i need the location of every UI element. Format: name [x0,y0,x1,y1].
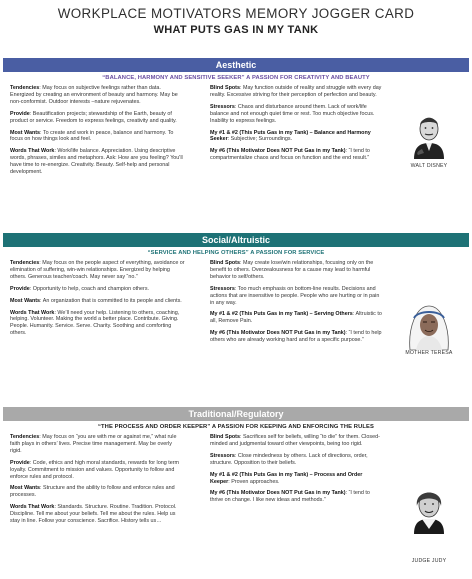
block-label: Blind Spots [210,260,240,266]
text-block [210,260,382,281]
block-label: My #1 & #2 (This Puts Gas in my Tank) – Serving Others [210,311,353,318]
block-text: : Subjective; Surroundings. [227,136,293,143]
tagline-rest: A PASSION FOR CREATIVITY AND BEAUTY [244,75,370,81]
block-text: : May function outside of reality and struggle with every day reality. Excessive striving for their perception of perfection and beauty. [210,85,382,98]
text-block [10,310,185,338]
block-text: : Chaos and disturbance around them. Lack of work/life balance and not enough quiet time or rest. Too much objective focus. Inability to express feelings. [210,103,375,124]
right-column [210,260,382,349]
block-text: : Opportunity to help, coach and champion others. [29,285,150,292]
block-label: Most Wants [10,297,41,304]
block-text: : “I tend to compartmentalize chaos and focus on function and the end result.” [210,148,370,162]
block-text: : To create and work in peace, balance and harmony. To focus on how things look and feel. [10,129,174,143]
judge-judy-portrait [396,482,462,534]
portrait [396,107,462,159]
block-label: Stressors [210,103,235,110]
section-banner: Social/Altruistic [3,233,469,247]
right-column [210,434,382,509]
text-block [210,490,382,504]
text-block [210,148,382,162]
mother-teresa-portrait [396,298,462,350]
block-text: : An organization that is committed to its people and clients. [40,297,182,304]
block-label: My #6 (This Motivator Does NOT Put Gas in my Tank) [210,490,346,497]
block-text: : Sacrifices self for beliefs, willing “to die” for them. Closed-minded and judgmental toward other viewpoints, being too rigid. [210,434,380,447]
left-column [10,260,185,342]
block-label: Words That Work [10,309,55,316]
section-traditional-regulatory [0,407,472,564]
text-block [10,286,185,293]
text-block [210,104,382,125]
block-label: Most Wants [10,485,41,492]
tagline-rest: A PASSION FOR SERVICE [248,250,325,256]
block-text: : Code, ethics and high moral standards, rewards for long term loyalty. Commitment to mission and values. Opportunity to follow and enforce rules and protocol. [10,459,179,480]
tagline-quote: “BALANCE, HARMONY AND SENSITIVE SEEKER” [102,75,245,81]
text-block [210,472,382,486]
block-text: : Work/life balance. Appreciation. Using descriptive words, phrases, similes and metaphors. Ask: How are you feeling? You'll have time to re-energize. Creativity. Beauty. Self-help and personal development. [10,148,183,176]
text-block [10,298,185,305]
section-banner: Traditional/Regulatory [3,407,469,421]
block-text: : Standards. Structure. Routine. Tradition. Protocol. Discipline. Tell me about your beliefs. Tell me about the rules. Help us stay in line. Follow your conscience. Sacrifice. History tells us… [10,504,177,525]
block-text: : We’ll need your help. Listening to others, coaching, helping. Volunteer. Making the world a better place. Contribute. Giving. People. Humanity. Service. Serve. Charity. Soothing and comforting others. [10,309,180,337]
block-label: Most Wants [10,129,41,136]
text-block [10,85,185,106]
block-text: : “I tend to help others who are already working hard and for a specific purpose.” [210,330,382,344]
left-column [10,434,185,530]
portrait [396,298,462,350]
text-block [210,85,382,99]
block-label: Words That Work [10,504,55,511]
block-label: Stressors [210,285,235,292]
portrait-caption: JUDGE JUDY [411,558,447,564]
text-block [10,148,185,176]
portrait-caption: MOTHER TERESA [405,350,453,356]
text-block [10,434,185,455]
text-block [210,286,382,307]
text-block [10,260,185,281]
text-block [10,485,185,499]
block-label: Tendencies [10,260,40,266]
text-block [10,460,185,481]
block-label: Provide [10,459,30,466]
portrait [396,482,462,534]
section-social-altruistic [0,233,472,356]
text-block [210,130,382,144]
block-text: : Structure and the ability to follow and enforce rules and processes. [10,485,175,499]
block-text: : Close mindedness by others. Lack of directions, order, structure. Opposition to their beliefs. [210,452,368,466]
block-text: : May create lose/win relationships, focusing only on the benefit to others. Overzealousness for a cause may lead to harmful behavior to self/others. [210,260,374,280]
card-header [0,0,472,36]
block-text: : Altruistic to all, Remove Pain. [210,311,382,325]
text-block [10,130,185,144]
section-tagline [0,75,472,81]
block-text: : May focus on “you are with me or against me,” what rule faith plays in others’ lives. Precise time management. May be overly rigid. [10,434,177,454]
text-block [210,453,382,467]
block-label: Provide [10,285,30,292]
walt-disney-portrait [396,107,462,159]
text-block [210,330,382,344]
block-label: Blind Spots [210,85,240,91]
block-text: : “I tend to thrive on change. I like new ideas and methods.” [210,490,370,504]
section-tagline [0,250,472,256]
tagline-rest: A PASSION FOR KEEPING AND ENFORCING THE RULES [210,424,374,430]
block-label: Provide [10,110,30,117]
portrait-caption: WALT DISNEY [410,163,448,169]
block-label: Stressors [210,452,235,459]
block-label: Tendencies [10,85,40,91]
card-title: WORKPLACE MOTIVATORS MEMORY JOGGER CARD [57,6,415,21]
block-label: Blind Spots [210,434,240,440]
block-label: Words That Work [10,148,55,155]
text-block [10,504,185,525]
block-label: My #6 (This Motivator Does NOT Put Gas in my Tank) [210,148,346,155]
text-block [210,311,382,325]
block-label: Tendencies [10,434,40,440]
text-block [10,111,185,125]
block-text: : Proven approaches. [228,478,280,485]
block-text: : Too much emphasis on bottom-line results. Decisions and actions that are insensitive to people. People who are hurting or in pain in any way. [210,285,380,306]
right-column [210,85,382,167]
section-banner: Aesthetic [3,58,469,72]
tagline-quote: “SERVICE AND HELPING OTHERS” [147,250,249,256]
block-label: My #1 & #2 (This Puts Gas in my Tank) – Process and Order Keeper [210,471,363,485]
block-label: My #6 (This Motivator Does NOT Put Gas in my Tank) [210,330,346,337]
left-column [10,85,185,181]
section-tagline [0,424,472,430]
block-text: : Beautification projects; stewardship of the Earth, beauty of product or service. Freedom to express feelings, creativity and quality. [10,110,177,124]
block-text: : May focus on the people aspect of everything, avoidance or elimination of suffering, win-win relationships. Energized by helping others. Generous teacher/coach. May never say “no.” [10,260,185,280]
block-label: My #1 & #2 (This Puts Gas in my Tank) – Balance and Harmony Seeker [210,129,371,143]
block-text: : May focus on subjective feelings rather than data. Energized by creating an environment of beauty and harmony. May be non-conformist. Outdoor interests –nature rejuvenates. [10,85,178,105]
tagline-quote: “THE PROCESS AND ORDER KEEPER” [98,424,211,430]
text-block [210,434,382,448]
section-aesthetic [0,58,472,176]
card-subtitle: WHAT PUTS GAS IN MY TANK [153,24,319,36]
